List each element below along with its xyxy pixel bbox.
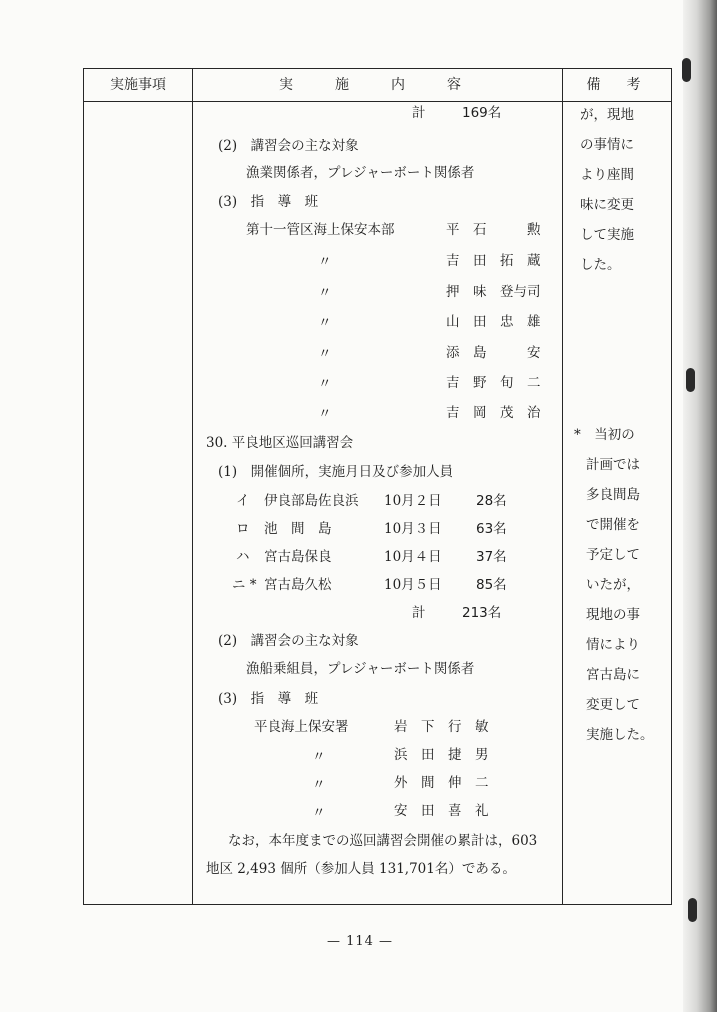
total-label: 計 — [412, 605, 426, 621]
column-divider — [192, 69, 193, 904]
member-name: 吉 田 拓 蔵 — [446, 253, 541, 269]
header-item: 実施事項 — [110, 77, 166, 93]
remarks-line: して実施 — [580, 227, 634, 243]
row-place: 池 間 島 — [264, 521, 332, 537]
header-content: 実 施 内 容 — [279, 77, 475, 93]
ditto-mark: 〃 — [318, 376, 332, 392]
member-name: 外 間 伸 二 — [394, 775, 489, 791]
column-divider — [562, 69, 563, 904]
row-mark: ロ — [236, 521, 250, 537]
target-heading: (2) 講習会の主な対象 — [218, 138, 359, 154]
team-heading: (3) 指 導 班 — [218, 691, 319, 707]
remarks-line: の事情に — [580, 137, 634, 153]
ditto-mark: 〃 — [318, 254, 332, 270]
ditto-mark: 〃 — [312, 805, 326, 821]
row-count: 63名 — [476, 521, 507, 537]
member-name: 岩 下 行 敏 — [394, 719, 489, 735]
remarks-line: 変更して — [586, 697, 640, 713]
remarks-line: * 当初の — [574, 427, 635, 443]
remarks-line: いたが， — [586, 577, 640, 593]
summary-line: 地区 2,493 個所（参加人員 131,701名）である。 — [206, 861, 516, 877]
row-count: 28名 — [476, 493, 507, 509]
remarks-line: 実施した。 — [586, 727, 654, 743]
row-mark: イ — [236, 493, 250, 509]
member-name: 浜 田 捷 男 — [394, 747, 489, 763]
ditto-mark: 〃 — [318, 346, 332, 362]
header-divider — [84, 101, 671, 102]
remarks-line: 計画では — [586, 457, 640, 473]
remarks-line: 現地の事 — [586, 607, 640, 623]
total-label: 計 — [412, 105, 426, 121]
section-title: 30. 平良地区巡回講習会 — [206, 435, 354, 451]
row-date: 10月２日 — [384, 493, 442, 509]
binder-hole — [688, 898, 697, 922]
row-count: 85名 — [476, 577, 507, 593]
remarks-line: で開催を — [586, 517, 640, 533]
ditto-mark: 〃 — [318, 406, 332, 422]
office-name: 平良海上保安署 — [254, 719, 349, 735]
header-remarks: 備 考 — [586, 77, 647, 93]
member-name: 安 田 喜 礼 — [394, 803, 489, 819]
summary-line: なお，本年度までの巡回講習会開催の累計は，603 — [228, 833, 538, 849]
remarks-line: 多良間島 — [586, 487, 640, 503]
ditto-mark: 〃 — [318, 315, 332, 331]
row-date: 10月５日 — [384, 577, 442, 593]
member-name: 吉 野 旬 二 — [446, 375, 541, 391]
remarks-line: 情により — [586, 637, 640, 653]
remarks-line: より座間 — [580, 167, 634, 183]
member-name: 添 島 安 — [446, 345, 541, 361]
target-text: 漁業関係者，プレジャーボート関係者 — [246, 165, 475, 181]
ditto-mark: 〃 — [312, 749, 326, 765]
remarks-line: した。 — [580, 257, 621, 273]
remarks-line: 味に変更 — [580, 197, 634, 213]
ditto-mark: 〃 — [318, 285, 332, 301]
target-text: 漁船乗組員，プレジャーボート関係者 — [246, 661, 475, 677]
places-heading: (1) 開催個所，実施月日及び参加人員 — [218, 464, 454, 480]
total-value: 169名 — [462, 105, 502, 121]
ditto-mark: 〃 — [312, 777, 326, 793]
row-mark: ニ * — [232, 577, 257, 593]
row-mark: ハ — [236, 549, 250, 565]
page-number: — 114 — — [326, 934, 394, 949]
row-date: 10月３日 — [384, 521, 442, 537]
remarks-line: が，現地 — [580, 107, 634, 123]
binder-hole — [682, 58, 691, 82]
total-value: 213名 — [462, 605, 502, 621]
row-place: 伊良部島佐良浜 — [264, 493, 359, 509]
row-date: 10月４日 — [384, 549, 442, 565]
member-name: 吉 岡 茂 治 — [446, 405, 541, 421]
row-count: 37名 — [476, 549, 507, 565]
remarks-line: 予定して — [586, 547, 640, 563]
row-place: 宮古島久松 — [264, 577, 332, 593]
binder-hole — [686, 368, 695, 392]
table-frame — [83, 68, 672, 905]
binder-edge — [683, 0, 717, 1012]
team-heading: (3) 指 導 班 — [218, 194, 319, 210]
remarks-line: 宮古島に — [586, 667, 640, 683]
office-name: 第十一管区海上保安本部 — [246, 222, 395, 238]
member-name: 平 石 勲 — [446, 222, 541, 238]
member-name: 山 田 忠 雄 — [446, 314, 541, 330]
target-heading: (2) 講習会の主な対象 — [218, 633, 359, 649]
member-name: 押 味 登与司 — [446, 284, 541, 300]
row-place: 宮古島保良 — [264, 549, 332, 565]
